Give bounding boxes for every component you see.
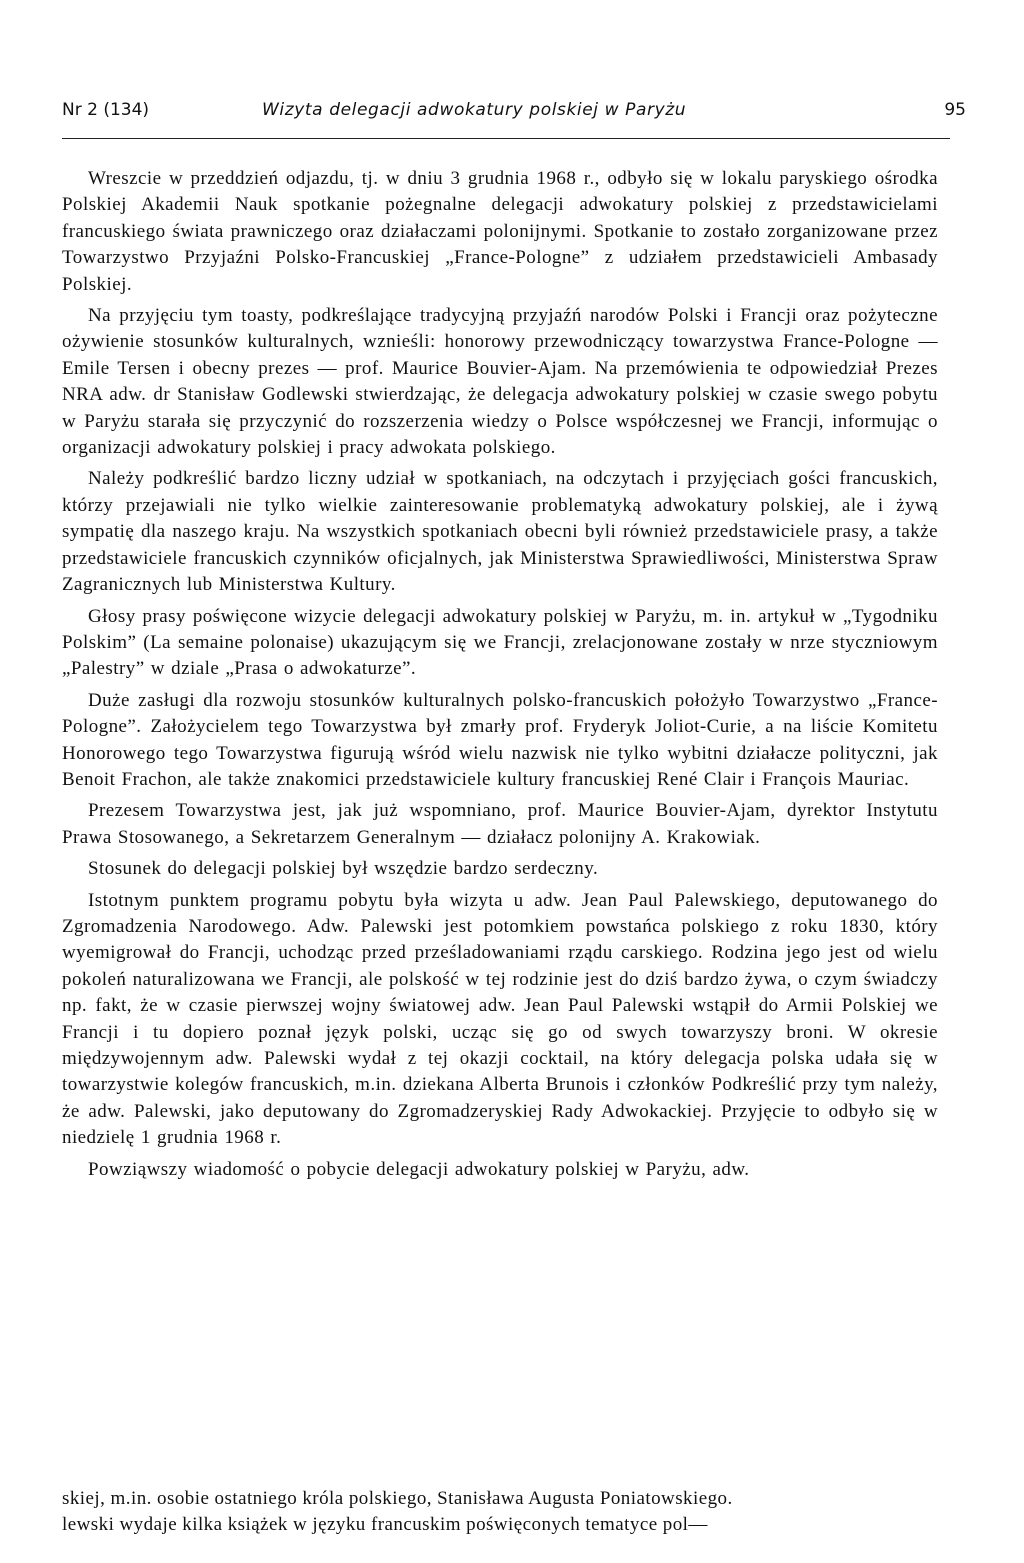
- issue-number: Nr 2 (134): [62, 100, 150, 120]
- paragraph: Stosunek do delegacji polskiej był wszędzie bardzo serdeczny.: [88, 858, 599, 880]
- paragraph: Duże zasługi dla rozwoju stosunków kulturalnych polsko-francuskich położyło Towarzystwo „France-Pologne”. Założycielem tego Towarzystwa był zmarły prof. Fryderyk Joliot-Curie, a na liście Komitetu Honorowego tego Towarzystwa figurują wśród wielu nazwisk nie tylko wybitni działacze polityczni, jak Benoit Frachon, ale także znakomici przedstawiciele kultury francuskiej René Clair i François Mauriac.: [62, 689, 938, 790]
- running-header: [62, 100, 966, 126]
- tail-line: skiej, m.in. osobie ostatniego króla polskiego, Stanisława Augusta Poniatowskiego.: [62, 1488, 733, 1509]
- trailing-lines: [62, 1486, 938, 1538]
- tail-line: lewski wydaje kilka książek w języku francuskim poświęconych tematyce pol—: [62, 1514, 708, 1535]
- running-title: Wizyta delegacji adwokatury polskiej w Paryżu: [262, 100, 687, 120]
- page-number: 95: [944, 100, 966, 120]
- paragraph: Należy podkreślić bardzo liczny udział w spotkaniach, na odczytach i przyjęciach gości francuskich, którzy przejawiali nie tylko wielkie zainteresowanie problematyką adwokatury polskiej, ale i żywą sympatię dla naszego kraju. Na wszystkich spotkaniach obecni byli również przedstawiciele prasy, a także przedstawiciele francuskich czynników oficjalnych, jak Ministerstwa Sprawiedliwości, Ministerstwa Spraw Zagranicznych lub Ministerstwa Kultury.: [62, 468, 938, 596]
- paragraph: Na przyjęciu tym toasty, podkreślające tradycyjną przyjaźń narodów Polski i Francji oraz pożyteczne ożywienie stosunków kulturalnych, wznieśli: honorowy przewodniczący towarzystwa France-Pologne — Emile Tersen i obecny prezes — prof. Maurice Bouvier-Ajam. Na przemówienia te odpowiedział Prezes NRA adw. dr Stanisław Godlewski stwierdzając, że delegacja adwokatury polskiej w czasie swego pobytu w Paryżu starała się przyczynić do rozszerzenia wiedzy o Polsce współczesnej we Francji, informując o organizacji adwokatury polskiej i pracy adwokata polskiego.: [62, 305, 938, 459]
- paragraph: Głosy prasy poświęcone wizycie delegacji adwokatury polskiej w Paryżu, m. in. artykuł w „Tygodniku Polskim” (La semaine polonaise) ukazującym się we Francji, zrelacjonowane zostały w nrze styczniowym „Palestry” w dziale „Prasa o adwokaturze”.: [62, 605, 938, 680]
- paragraph: Powziąwszy wiadomość o pobycie delegacji adwokatury polskiej w Paryżu, adw.: [88, 1158, 750, 1180]
- paragraph: Istotnym punktem programu pobytu była wizyta u adw. Jean Paul Palewskiego, deputowanego do Zgromadzenia Narodowego. Adw. Palewski jest potomkiem powstańca polskiego z roku 1830, który wyemigrował do Francji, uchodząc przed prześladowaniami rządu carskiego. Rodzina jego jest od wielu pokoleń naturalizowana we Francji, ale polskość w tej rodzinie jest do dziś bardzo żywa, o czym świadczy np. fakt, że w czasie pierwszej wojny światowej adw. Jean Paul Palewski wstąpił do Armii Polskiej we Francji i tu dopiero poznał język polski, ucząc się go od swych towarzyszy broni. W okresie międzywojennym adw. Palewski wydał z tej okazji cocktail, na który delegacja polska udała się w towarzystwie kolegów francuskich, m.in. dziekana Alberta Brunois i członków Podkreślić przy tym należy, że adw. Palewski, jako deputowany do Zgromadzeryskiej Rady Adwokackiej. Przyjęcie to odbyło się w niedzielę 1 grudnia 1968 r.: [62, 889, 938, 1149]
- article-body: [62, 166, 938, 1183]
- paragraph: Wreszcie w przeddzień odjazdu, tj. w dniu 3 grudnia 1968 r., odbyło się w lokalu paryskiego ośrodka Polskiej Akademii Nauk spotkanie pożegnalne delegacji adwokatury polskiej z przedstawicielami francuskiego świata prawniczego oraz działaczami polonijnymi. Spotkanie to zostało zorganizowane przez Towarzystwo Przyjaźni Polsko-Francuskiej „France-Pologne” z udziałem przedstawicieli Ambasady Polskiej.: [62, 168, 938, 295]
- paragraph: Prezesem Towarzystwa jest, jak już wspomniano, prof. Maurice Bouvier-Ajam, dyrektor Instytutu Prawa Stosowanego, a Sekretarzem Generalnym — działacz polonijny A. Krakowiak.: [62, 800, 938, 848]
- header-rule: [62, 138, 950, 139]
